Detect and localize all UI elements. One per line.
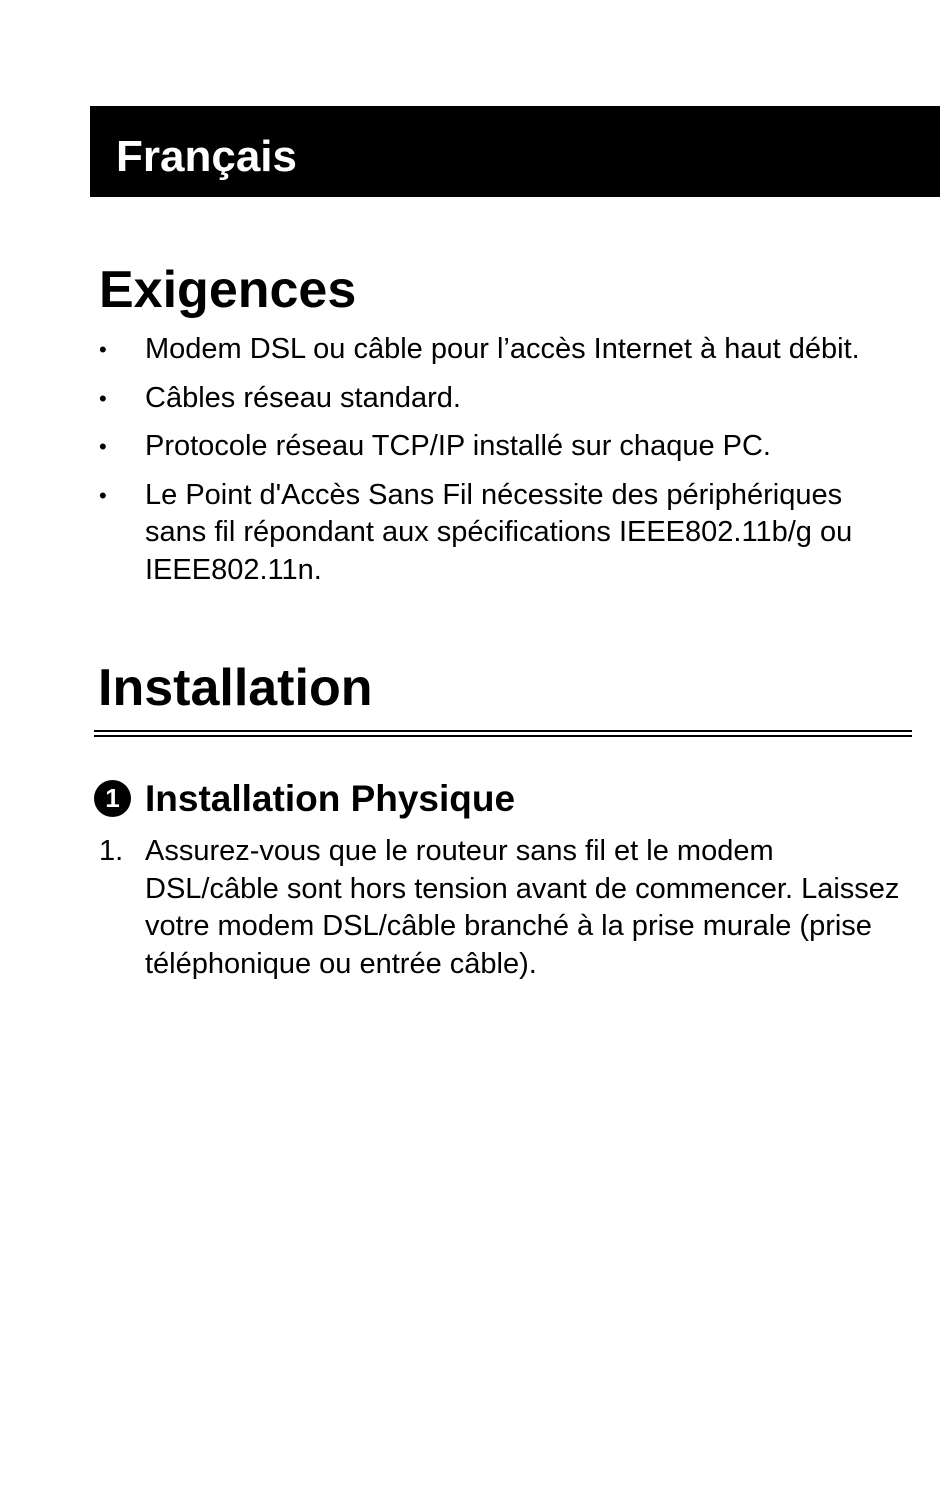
list-item [96, 428, 896, 466]
bullet-icon: • [99, 434, 107, 459]
bullet-icon: • [99, 482, 107, 508]
physical-installation-heading [94, 776, 515, 820]
language-title: Français [116, 132, 297, 181]
list-item [96, 380, 896, 418]
requirements-heading: Exigences [99, 261, 357, 319]
step-number: 1. [99, 835, 124, 867]
list-item-text: Modem DSL ou câble pour l’accès Internet à haut débit. [145, 333, 860, 365]
section-divider [94, 730, 912, 737]
language-banner [90, 106, 940, 197]
installation-steps [96, 833, 906, 983]
requirements-list [96, 331, 896, 600]
step-number-badge-icon: 1 [94, 780, 131, 817]
installation-heading: Installation [98, 659, 373, 717]
bullet-icon: • [99, 385, 107, 411]
list-item-text: Le Point d'Accès Sans Fil nécessite des périphériques sans fil répondant aux spécifications IEEE802.11b/g ou IEEE802.11n. [145, 478, 853, 586]
list-item [96, 477, 896, 590]
step-text: Assurez-vous que le routeur sans fil et le modem DSL/câble sont hors tension avant de commencer. Laissez votre modem DSL/câble branché à la prise murale (prise téléphonique ou entrée câble). [145, 835, 900, 980]
list-item [96, 331, 896, 369]
subsection-title: Installation Physique [145, 777, 516, 819]
list-item-text: Câbles réseau standard. [145, 381, 461, 414]
list-item [96, 833, 906, 983]
list-item-text: Protocole réseau TCP/IP installé sur chaque PC. [145, 430, 771, 462]
bullet-icon: • [99, 337, 107, 362]
